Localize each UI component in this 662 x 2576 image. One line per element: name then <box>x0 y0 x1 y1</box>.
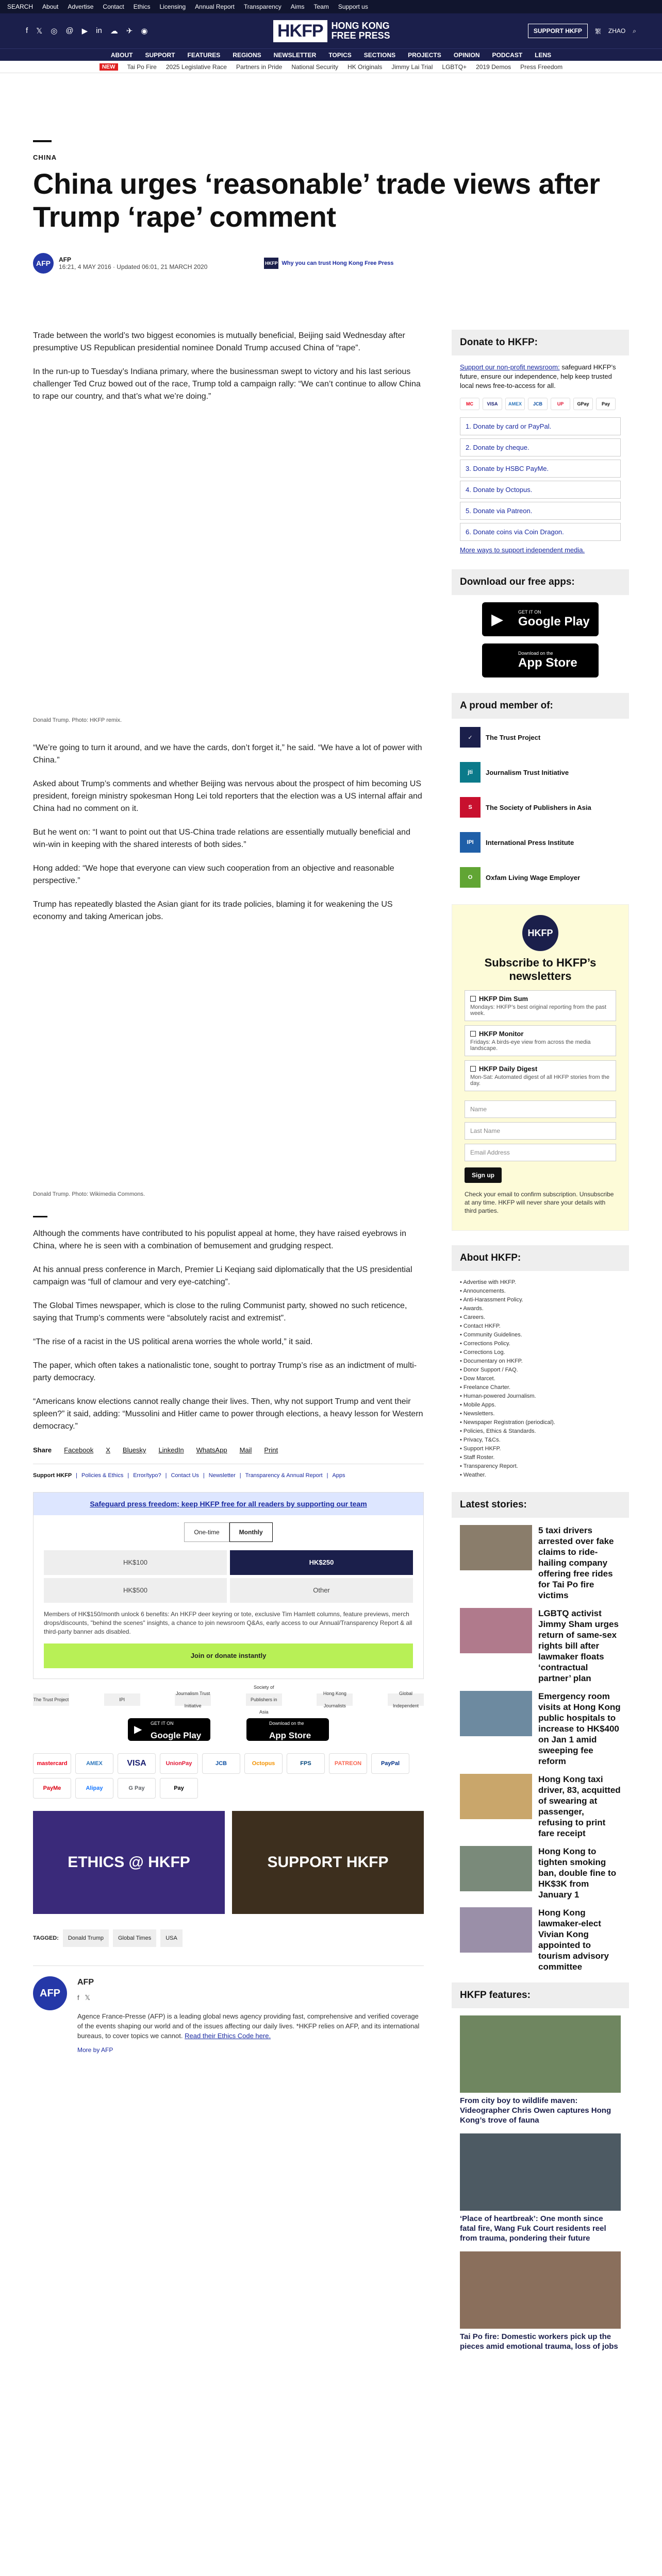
last-name-field[interactable]: Last Name <box>465 1122 616 1140</box>
google-play-button[interactable]: ▶ GET IT ON Google Play <box>482 602 599 636</box>
checkbox[interactable] <box>470 1066 476 1072</box>
about-link[interactable]: • Donor Support / FAQ. <box>460 1366 621 1375</box>
payment-logo[interactable]: FPS <box>287 1753 325 1774</box>
paragraph: In the run-up to Tuesday’s Indiana primary, where the businessman swept to victory and his last serious challenger Ted Cruz bowed out of the race, Trump told a campaign rally: “We can’t continue to allow China to rape our country, and that’s what we’re doing.” <box>33 367 421 401</box>
card-logo: MC <box>460 398 479 410</box>
about-link[interactable]: • Announcements. <box>460 1287 621 1296</box>
card-logo: GPay <box>573 398 593 410</box>
about-link[interactable]: • Human-powered Journalism. <box>460 1392 621 1401</box>
paragraph: At his annual press conference in March, Premier Li Keqiang said diplomatically that the US presidential campaign was “full of clamour and very eye-catching”. <box>33 1265 412 1286</box>
about-link[interactable]: • Policies, Ethics & Standards. <box>460 1427 621 1436</box>
google-play-icon: ▶ <box>134 1724 142 1735</box>
payment-methods <box>33 1753 424 1799</box>
partner-logo[interactable]: IPI <box>104 1693 140 1706</box>
card-logo: Pay <box>596 398 616 410</box>
share-linkedin[interactable]: LinkedIn <box>158 1446 184 1454</box>
ethics-link[interactable]: Ethics <box>133 3 151 10</box>
paragraph: Trade between the world’s two biggest economies is mutually beneficial, Beijing said Wednesday after presumptive US Republican presidential nominee Donald Trump accused China of “rape”. <box>33 331 405 352</box>
story-thumbnail[interactable] <box>460 1691 532 1736</box>
support-hkfp-button[interactable]: SUPPORT HKFP <box>528 24 588 38</box>
trending-hk-originals[interactable]: HK Originals <box>347 63 383 71</box>
name-field[interactable]: Name <box>465 1100 616 1118</box>
payment-logo[interactable]: Pay <box>160 1778 198 1799</box>
about-link[interactable]: • Corrections Policy. <box>460 1340 621 1348</box>
trust-link[interactable]: HKFP Why you can trust Hong Kong Free Press <box>264 258 393 269</box>
amount-options <box>44 1550 413 1603</box>
payment-logo[interactable]: G Pay <box>118 1778 156 1799</box>
payment-logo[interactable]: UnionPay <box>160 1753 198 1774</box>
feature-item[interactable]: Tai Po fire: Domestic workers pick up the pieces amid emotional trauma, loss of jobs <box>452 2251 629 2351</box>
newsletter-option[interactable]: HKFP Dim Sum Mondays: HKFP’s best original reporting from the past week. <box>465 990 616 1021</box>
transparency-link[interactable]: Transparency & Annual Report <box>245 1472 323 1479</box>
rss-icon[interactable]: ◉ <box>141 27 148 36</box>
search-icon[interactable]: ⌕ <box>633 27 636 35</box>
hkfp-logo: HKFP <box>522 915 558 951</box>
paragraph: “Americans know elections cannot really change their lives. Then, why not support Trump and vent their spleen?” it said, adding: “Mussolini and Hitler came to power through elections, a heavy lesson for Western democracy.” <box>33 1397 423 1431</box>
member-logo[interactable]: O Oxfam Living Wage Employer <box>460 866 621 889</box>
member-title: A proud member of: <box>452 693 629 719</box>
support-banner[interactable]: SUPPORT HKFP <box>232 1811 424 1914</box>
partner-logo[interactable]: The Trust Project <box>33 1693 69 1706</box>
tag[interactable]: Donald Trump <box>63 1929 109 1947</box>
article-footer-links: Support HKFP | Policies & Ethics | Error/typo? | Contact Us | Newsletter | Transparency & Annual Report | Apps <box>33 1469 424 1482</box>
main-navigation <box>0 48 662 61</box>
chinese-site-link[interactable]: 繁 <box>594 27 601 35</box>
google-play-icon: ▶ <box>491 611 504 628</box>
payment-logo[interactable]: JCB <box>202 1753 240 1774</box>
latest-stories <box>452 1525 629 1972</box>
tag[interactable]: Global Times <box>113 1929 156 1947</box>
top-utility-bar <box>0 0 662 13</box>
divider <box>33 140 52 142</box>
payment-logo[interactable]: mastercard <box>33 1753 71 1774</box>
apps-title: Download our free apps: <box>452 569 629 595</box>
donation-widget <box>33 1492 424 1679</box>
about-link[interactable]: • Dow Marcet. <box>460 1375 621 1383</box>
contact-link[interactable]: Contact <box>103 3 124 10</box>
share-label: Share <box>33 1446 52 1454</box>
paragraph: Asked about Trump’s comments and whether Beijing was nervous about the prospect of him becoming US president, foreign ministry spokesman Hong Lei told reporters that the election was a US internal affair and China had no comment on it. <box>33 779 422 813</box>
sopa-icon: S <box>460 797 481 818</box>
nav-support[interactable]: SUPPORT <box>145 51 175 59</box>
bluesky-icon[interactable]: ☁ <box>110 27 118 36</box>
monthly-option[interactable]: Monthly <box>229 1522 273 1542</box>
story-thumbnail[interactable] <box>460 1525 532 1570</box>
advertise-link[interactable]: Advertise <box>68 3 94 10</box>
card-logo: AMEX <box>505 398 525 410</box>
trending-legco-race[interactable]: 2025 Legislative Race <box>166 63 227 71</box>
about-link[interactable]: • Transparency Report. <box>460 1462 621 1471</box>
frequency-toggle <box>44 1522 413 1542</box>
payment-logo[interactable]: Alipay <box>75 1778 113 1799</box>
amount-500[interactable]: HK$500 <box>44 1578 227 1603</box>
member-logo[interactable]: jti Journalism Trust Initiative <box>460 761 621 784</box>
amount-100[interactable]: HK$100 <box>44 1550 227 1575</box>
team-link[interactable]: Team <box>313 3 329 10</box>
story-item[interactable]: Emergency room visits at Hong Kong public hospitals to increase to HK$400 on Jan 1 amid sweeping fee reform <box>452 1691 629 1767</box>
licensing-link[interactable]: Licensing <box>159 3 186 10</box>
more-ways-link[interactable]: More ways to support independent media. <box>460 546 585 554</box>
checkbox[interactable] <box>470 1031 476 1037</box>
paragraph: The paper, which often takes a nationalistic tone, sought to portray Trump’s rise as an indictment of multi-party democracy. <box>33 1361 417 1382</box>
nav-regions[interactable]: REGIONS <box>233 51 261 59</box>
app-store-buttons <box>33 1718 424 1741</box>
new-badge: NEW <box>100 63 118 71</box>
support-hkfp-link[interactable]: Support HKFP <box>33 1472 72 1479</box>
about-link[interactable]: • Newsletters. <box>460 1410 621 1418</box>
story-thumbnail[interactable] <box>460 1907 532 1953</box>
nav-features[interactable]: FEATURES <box>187 51 221 59</box>
ethics-code-link[interactable]: Read their Ethics Code here. <box>185 2032 271 2040</box>
member-logo[interactable]: S The Society of Publishers in Asia <box>460 796 621 819</box>
partner-logo[interactable]: Society of Publishers in Asia <box>246 1693 282 1706</box>
nav-sections[interactable]: SECTIONS <box>363 51 396 59</box>
promo-banners <box>33 1811 424 1914</box>
donate-method[interactable]: 5. Donate via Patreon. <box>460 502 621 520</box>
telegram-icon[interactable]: ✈ <box>126 27 133 36</box>
threads-icon[interactable]: @ <box>65 26 74 35</box>
trending-2019-demos[interactable]: 2019 Demos <box>476 63 511 71</box>
paragraph: “The rise of a racist in the US political arena worries the whole world,” it said. <box>33 1337 313 1346</box>
donate-title: Donate to HKFP: <box>452 330 629 355</box>
donate-method[interactable]: 4. Donate by Octopus. <box>460 481 621 499</box>
about-link[interactable]: • Newspaper Registration (periodical). <box>460 1418 621 1427</box>
brand-header <box>0 13 662 48</box>
features-title: HKFP features: <box>452 1982 629 2008</box>
about-link[interactable]: • Documentary on HKFP. <box>460 1357 621 1366</box>
author-avatar[interactable]: AFP <box>33 253 54 274</box>
article-header <box>33 140 631 274</box>
share-bar <box>33 1444 424 1464</box>
nav-opinion[interactable]: OPINION <box>453 51 480 59</box>
header-actions <box>528 24 636 38</box>
newsletter-option[interactable]: HKFP Monitor Fridays: A birds-eye view from across the media landscape. <box>465 1025 616 1056</box>
latest-title: Latest stories: <box>452 1492 629 1518</box>
policies-link[interactable]: Policies & Ethics <box>81 1472 124 1479</box>
youtube-icon[interactable]: ▶ <box>81 27 88 36</box>
nav-newsletter[interactable]: NEWSLETTER <box>273 51 317 59</box>
card-logo: VISA <box>483 398 502 410</box>
share-print[interactable]: Print <box>264 1446 278 1454</box>
about-link[interactable]: • Privacy, T&Cs. <box>460 1436 621 1445</box>
story-item[interactable]: Hong Kong taxi driver, 83, acquitted of swearing at passenger, refusing to print fare receipt <box>452 1774 629 1839</box>
story-thumbnail[interactable] <box>460 1608 532 1653</box>
payment-logo[interactable]: VISA <box>118 1753 156 1774</box>
newsletter-title: Subscribe to HKFP’s newsletters <box>484 956 597 982</box>
about-title: About HKFP: <box>452 1245 629 1271</box>
ipi-icon: IPI <box>460 832 481 853</box>
about-link[interactable]: • Anti-Harassment Policy. <box>460 1296 621 1304</box>
trending-tai-po-fire[interactable]: Tai Po Fire <box>127 63 157 71</box>
newsletter-signup <box>452 904 629 1231</box>
story-item[interactable]: Hong Kong lawmaker-elect Vivian Kong appointed to tourism advisory committee <box>452 1907 629 1972</box>
share-whatsapp[interactable]: WhatsApp <box>196 1446 227 1454</box>
paragraph: Although the comments have contributed to his populist appeal at home, they have raised eyebrows in China, where he is seen with a combination of bemusement and grudging respect. <box>33 1229 406 1250</box>
nav-podcast[interactable]: PODCAST <box>492 51 523 59</box>
divider <box>33 1216 47 1217</box>
oxfam-icon: O <box>460 867 481 888</box>
feature-stories <box>452 2015 629 2351</box>
site-logo[interactable]: HKFP HONG KONG FREE PRESS <box>273 20 390 42</box>
app-store-button[interactable]: Download on the App Store <box>246 1718 329 1741</box>
instagram-icon[interactable]: ◎ <box>51 27 58 36</box>
facebook-icon[interactable]: f <box>26 26 28 35</box>
article-body <box>33 330 424 2056</box>
feature-image[interactable] <box>460 2133 621 2211</box>
feature-image[interactable] <box>460 2251 621 2329</box>
donate-method[interactable]: 6. Donate coins via Coin Dragon. <box>460 523 621 541</box>
story-thumbnail[interactable] <box>460 1774 532 1819</box>
about-link[interactable]: • Staff Roster. <box>460 1453 621 1462</box>
paragraph: Trump has repeatedly blasted the Asian giant for its trade policies, blaming it for weakening the US economy and taking American jobs. <box>33 900 393 921</box>
donation-headline[interactable]: Safeguard press freedom; keep HKFP free for all readers by supporting our team <box>34 1493 423 1515</box>
sign-up-button[interactable]: Sign up <box>465 1167 502 1183</box>
story-item[interactable]: Hong Kong to tighten smoking ban, double fine to HK$3K from January 1 <box>452 1846 629 1900</box>
paragraph: The Global Times newspaper, which is close to the ruling Communist party, showed no such reticence, saying that Trump’s comments were “absolutely racist and extremist”. <box>33 1301 407 1323</box>
join-donate-button[interactable]: Join or donate instantly <box>44 1643 413 1668</box>
accepted-cards <box>452 391 629 417</box>
payment-logo[interactable]: AMEX <box>75 1753 113 1774</box>
member-logo[interactable]: ✓ The Trust Project <box>460 726 621 749</box>
tag[interactable]: USA <box>160 1929 183 1947</box>
story-item[interactable]: 5 taxi drivers arrested over fake claims to ride-hailing company offering free rides for Tai Po fire victims <box>452 1525 629 1601</box>
app-store-button[interactable]: Download on the App Store <box>482 643 599 677</box>
image-caption: Donald Trump. Photo: HKFP remix. <box>33 717 122 723</box>
apps-link[interactable]: Apps <box>332 1472 345 1479</box>
byline <box>33 253 631 274</box>
article-tags <box>33 1929 424 1947</box>
trending-bar <box>0 61 662 73</box>
about-link[interactable]: • Mobile Apps. <box>460 1401 621 1410</box>
ethics-banner[interactable]: ETHICS @ HKFP <box>33 1811 225 1914</box>
google-play-button[interactable]: ▶ GET IT ON Google Play <box>128 1718 210 1741</box>
member-logos <box>452 726 629 904</box>
payment-logo[interactable]: Octopus <box>244 1753 283 1774</box>
author-name[interactable]: AFP <box>59 256 71 263</box>
about-link[interactable]: About <box>42 3 59 10</box>
about-link[interactable]: • Support HKFP. <box>460 1445 621 1453</box>
share-bluesky[interactable]: Bluesky <box>122 1446 146 1454</box>
author-social-icons <box>77 1992 424 2004</box>
sidebar <box>452 330 629 2360</box>
about-link[interactable]: • Awards. <box>460 1304 621 1313</box>
image-caption: Donald Trump. Photo: Wikimedia Commons. <box>33 1191 145 1197</box>
article-image-space <box>33 935 424 1192</box>
nav-topics[interactable]: TOPICS <box>328 51 352 59</box>
trending-partners-in-pride[interactable]: Partners in Pride <box>236 63 283 71</box>
about-link[interactable]: • Advertise with HKFP. <box>460 1278 621 1287</box>
zhao-link[interactable]: ZHAO <box>608 27 626 35</box>
share-mail[interactable]: Mail <box>239 1446 252 1454</box>
donate-methods <box>452 417 629 541</box>
donate-text: Support our non-profit newsroom: safeguard HKFP’s future, ensure our independence, help keep trusted local news free-to-access for all. <box>460 363 616 389</box>
facebook-icon[interactable]: f <box>77 1994 79 2002</box>
newsletter-option[interactable]: HKFP Daily Digest Mon-Sat: Automated digest of all HKFP stories from the day. <box>465 1060 616 1091</box>
more-by-author-link[interactable]: More by AFP <box>77 2046 113 2054</box>
one-time-option[interactable]: One-time <box>184 1522 229 1542</box>
about-link[interactable]: • Contact HKFP. <box>460 1322 621 1331</box>
error-link[interactable]: Error/typo? <box>133 1472 161 1479</box>
card-logo: JCB <box>528 398 548 410</box>
email-field[interactable]: Email Address <box>465 1144 616 1161</box>
feature-item[interactable]: From city boy to wildlife maven: Videographer Chris Owen captures Hong Kong’s trove of fauna <box>452 2015 629 2125</box>
nav-lens[interactable]: LENS <box>535 51 552 59</box>
share-x[interactable]: X <box>106 1446 110 1454</box>
x-icon[interactable]: 𝕏 <box>36 27 43 36</box>
share-facebook[interactable]: Facebook <box>64 1446 94 1454</box>
paragraph: Hong added: “We hope that everyone can view such cooperation from an objective and reasonable perspective.” <box>33 864 394 885</box>
hkfp-badge-icon: HKFP <box>264 258 278 269</box>
donate-method[interactable]: 3. Donate by HSBC PayMe. <box>460 460 621 478</box>
amount-other[interactable]: Other <box>230 1578 413 1603</box>
author-avatar[interactable]: AFP <box>33 1976 67 2010</box>
publish-date: 16:21, 4 MAY 2016 · Updated 06:01, 21 MARCH 2020 <box>59 263 208 270</box>
author-box <box>33 1965 424 2056</box>
feature-image[interactable] <box>460 2015 621 2093</box>
member-logo[interactable]: IPI International Press Institute <box>460 831 621 854</box>
social-icons <box>26 26 222 36</box>
nav-about[interactable]: ABOUT <box>110 51 133 59</box>
card-logo: UP <box>551 398 570 410</box>
amount-250[interactable]: HK$250 <box>230 1550 413 1575</box>
jti-icon: jti <box>460 762 481 783</box>
newsletter-link[interactable]: Newsletter <box>208 1472 236 1479</box>
about-links <box>452 1278 629 1492</box>
nonprofit-link[interactable]: Support our non-profit newsroom: <box>460 363 560 371</box>
partner-logo[interactable]: Hong Kong Journalists <box>317 1693 353 1706</box>
article-image-space <box>33 414 424 718</box>
transparency-link[interactable]: Transparency <box>243 3 282 10</box>
donate-method[interactable]: 2. Donate by cheque. <box>460 438 621 456</box>
trending-press-freedom[interactable]: Press Freedom <box>520 63 563 71</box>
story-thumbnail[interactable] <box>460 1846 532 1891</box>
author-bio: Agence France-Presse (AFP) is a leading global news agency providing fast, comprehensive and verified coverage of the events shaping our world and of the issues affecting our daily lives. *HKFP relies on AFP, and its international bureaus, to cover topics we cannot. Read their Ethics Code here. <box>77 2012 420 2040</box>
payment-logo[interactable]: PayMe <box>33 1778 71 1799</box>
sidebar-app-buttons <box>452 602 629 677</box>
partner-logo[interactable]: Journalism Trust Initiative <box>176 1691 210 1708</box>
payment-logo[interactable]: PayPal <box>371 1753 409 1774</box>
contact-link[interactable]: Contact Us <box>171 1472 199 1479</box>
payment-logo[interactable]: PATREON <box>329 1753 367 1774</box>
partner-logo[interactable]: Global Independent <box>388 1693 424 1706</box>
annual-report-link[interactable]: Annual Report <box>195 3 235 10</box>
linkedin-icon[interactable]: in <box>96 26 102 35</box>
about-link[interactable]: • Corrections Log. <box>460 1348 621 1357</box>
nav-projects[interactable]: PROJECTS <box>408 51 441 59</box>
members-benefits: Members of HK$150/month unlock 6 benefits: An HKFP deer keyring or tote, exclusive Tim Hamlett columns, feature previews, merch drops/discounts, "behind the scenes" insights, a chance to join newsroom Q&As, early access to our Annual/Transparency Report & all third-party banner ads disabled. <box>44 1611 412 1635</box>
donate-method[interactable]: 1. Donate by card or PayPal. <box>460 417 621 435</box>
author-name[interactable]: AFP <box>77 1978 94 1987</box>
trending-jimmy-lai[interactable]: Jimmy Lai Trial <box>391 63 433 71</box>
about-link[interactable]: • Careers. <box>460 1313 621 1322</box>
story-item[interactable]: LGBTQ activist Jimmy Sham urges return of same-sex rights bill after lawmaker floats ‘contractual partner’ plan <box>452 1608 629 1684</box>
support-us-link[interactable]: Support us <box>338 3 368 10</box>
paragraph: “We’re going to turn it around, and we have the cards, don’t forget it,” he said. “We have a lot of power with China.” <box>33 743 422 765</box>
about-link[interactable]: • Weather. <box>460 1471 621 1480</box>
paragraph: But he went on: “I want to point out that US-China trade relations are essentially mutually beneficial and win-win in keeping with the shared interests of both sides.” <box>33 828 410 849</box>
x-icon[interactable]: 𝕏 <box>85 1994 90 2002</box>
article-title: China urges ‘reasonable’ trade views after Trump ‘rape’ comment <box>33 167 600 233</box>
about-link[interactable]: • Freelance Charter. <box>460 1383 621 1392</box>
feature-item[interactable]: ‘Place of heartbreak’: One month since fatal fire, Wang Fuk Court residents reel from trauma, pondering their future <box>452 2133 629 2243</box>
article-category[interactable]: CHINA <box>33 154 57 161</box>
search-link[interactable]: SEARCH <box>7 3 34 10</box>
about-link[interactable]: • Community Guidelines. <box>460 1331 621 1340</box>
trending-national-security[interactable]: National Security <box>291 63 339 71</box>
aims-link[interactable]: Aims <box>290 3 305 10</box>
trending-lgbtq[interactable]: LGBTQ+ <box>442 63 467 71</box>
trust-project-icon: ✓ <box>460 727 481 748</box>
partner-logos <box>33 1685 424 1715</box>
newsletter-note: Check your email to confirm subscription. Unsubscribe at any time. HKFP will never share your details with third parties. <box>465 1191 614 1214</box>
checkbox[interactable] <box>470 996 476 1002</box>
tags-label: TAGGED: <box>33 1935 59 1941</box>
